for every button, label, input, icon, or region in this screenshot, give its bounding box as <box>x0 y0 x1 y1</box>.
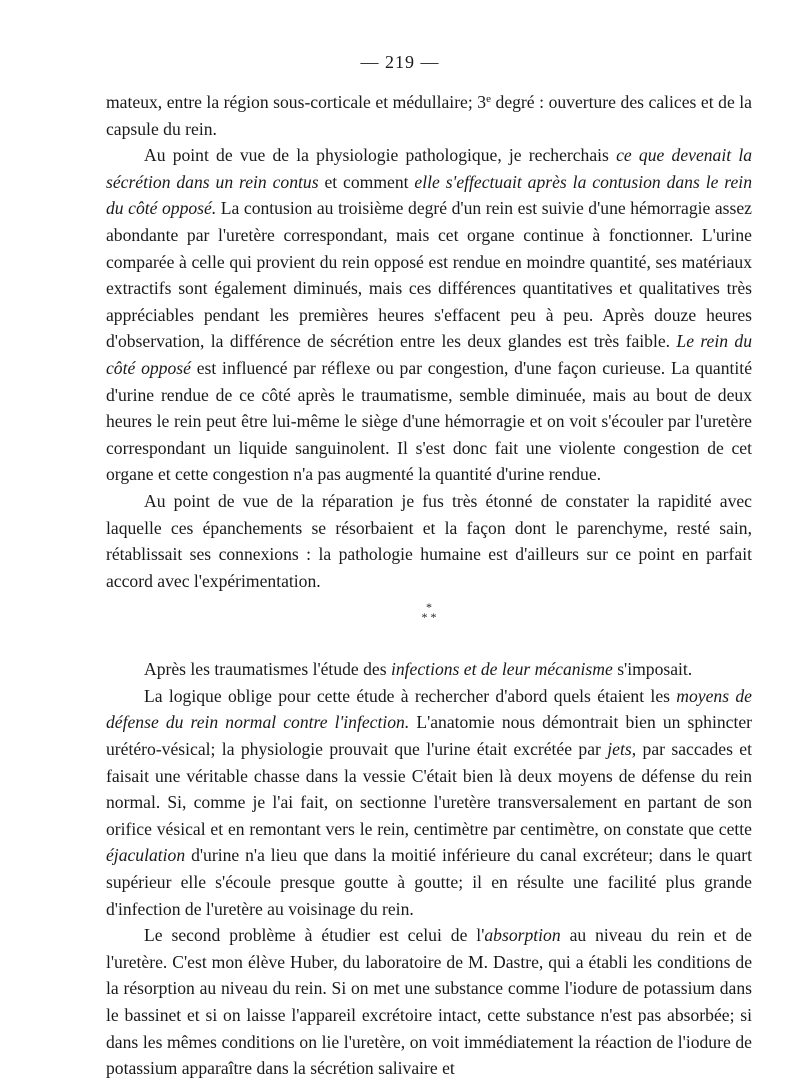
paragraph <box>106 656 752 683</box>
text-run: mateux, entre la région sous-corticale et médullaire; 3 <box>106 92 487 112</box>
paragraph <box>106 142 752 488</box>
text-run: L'anatomie nous démontrait bien un sphincter urétéro-vésical; la physiologie prouvait que l'urine était excrétée par <box>106 712 753 760</box>
text-run: au niveau du rein et de l'uretère. C'est mon élève Huber, du laboratoire de M. Dastre, qui a établi les conditions de la résorption au niveau du rein. Si on met une substance comme l'iodure de potassium dans le bassinet et si on laisse l'appareil excrétoire intact, cette substance n'est pas absorbée; si dans les mêmes conditions on lie l'uretère, on voit immédiatement la réaction de l'iodure de potassium apparaître dans la sécrétion salivaire et <box>106 925 752 1079</box>
text-run: La contusion au troisième degré d'un rein est suivie d'une hémorragie assez abondante par l'uretère correspondant, mais cet organe continue à fonctionner. L'urine comparée à celle qui provient du rein opposé est rendue en moindre quantité, ses matériaux extractifs sont également diminués, mais ces différences quantitatives et qualitatives très appréciables pendant les premières heures s'effacent peu à peu. Après douze heures d'observation, la différence de sécrétion entre les deux glandes est très faible. <box>106 198 752 352</box>
paragraph <box>106 89 752 142</box>
page-body <box>106 89 752 1082</box>
italic-text: Le rein du côté opposé <box>106 331 752 378</box>
text-run: degré : ouverture des calices et de la capsule du rein. <box>106 92 752 139</box>
text-run: Le second problème à étudier est celui de l' <box>144 925 485 946</box>
text-run: s'imposait. <box>612 659 693 680</box>
text-run: et comment <box>318 171 415 192</box>
text-run: est influencé par réflexe ou par congestion, d'une façon curieuse. La quantité d'urine rendue de ce côté après le traumatisme, semble diminuée, mais au bout de deux heures le rein peut être lui-même le siège d'une hémorragie et on voit s'écouler par l'uretère correspondant un liquide sanguinolent. Il s'est donc fait une violente congestion de cet organe et cette congestion n'a pas augmenté la quantité d'urine rendue. <box>106 357 753 485</box>
text-run: , par saccades et faisait une véritable chasse dans la vessie C'était bien là deux moyens de défense du rein normal. Si, comme je l'ai fait, on sectionne l'uretère transversalement en partant de son orifice vésical et en remontant vers le rein, centimètre par centimètre, on constate que cette <box>106 739 752 839</box>
italic-text: éjaculation <box>106 845 186 866</box>
text-run: La logique oblige pour cette étude à rechercher d'abord quels étaient les <box>144 685 677 706</box>
italic-text: infections et de leur mécanisme <box>390 659 613 680</box>
italic-text: elle s'effectuait après la contusion dans le rein du côté opposé. <box>106 171 752 219</box>
text-run: d'urine n'a lieu que dans la moitié inférieure du canal excréteur; dans le quart supérieur elle s'écoule presque goutte à goutte; il en résulte une facilité plus grande d'infection de l'uretère au voisinage du rein. <box>106 845 752 919</box>
paragraph <box>106 922 752 1082</box>
italic-text: ce que devenait la sécrétion dans un rein contus <box>106 145 752 192</box>
superscript: e <box>486 93 491 105</box>
text-run: Au point de vue de la physiologie pathologique, je recherchais <box>144 145 617 166</box>
text-run: Après les traumatismes l'étude des <box>144 659 391 680</box>
page-number: — 219 — <box>360 52 440 72</box>
text-run: Au point de vue de la réparation je fus très étonné de constater la rapidité avec laquelle ces épanchements se résorbaient et la façon dont le parenchyme, resté sain, rétablissait ses connexions : la pathologie humaine est d'ailleurs sur ce point en parfait accord avec l'expérimentation. <box>106 490 752 591</box>
paragraph <box>106 683 752 922</box>
italic-text: absorption <box>484 925 561 946</box>
paragraph <box>106 488 752 594</box>
italic-text: moyens de défense du rein normal contre l'infection. <box>106 685 752 733</box>
section-asterism: * * * <box>421 600 437 625</box>
italic-text: jets <box>607 739 632 760</box>
